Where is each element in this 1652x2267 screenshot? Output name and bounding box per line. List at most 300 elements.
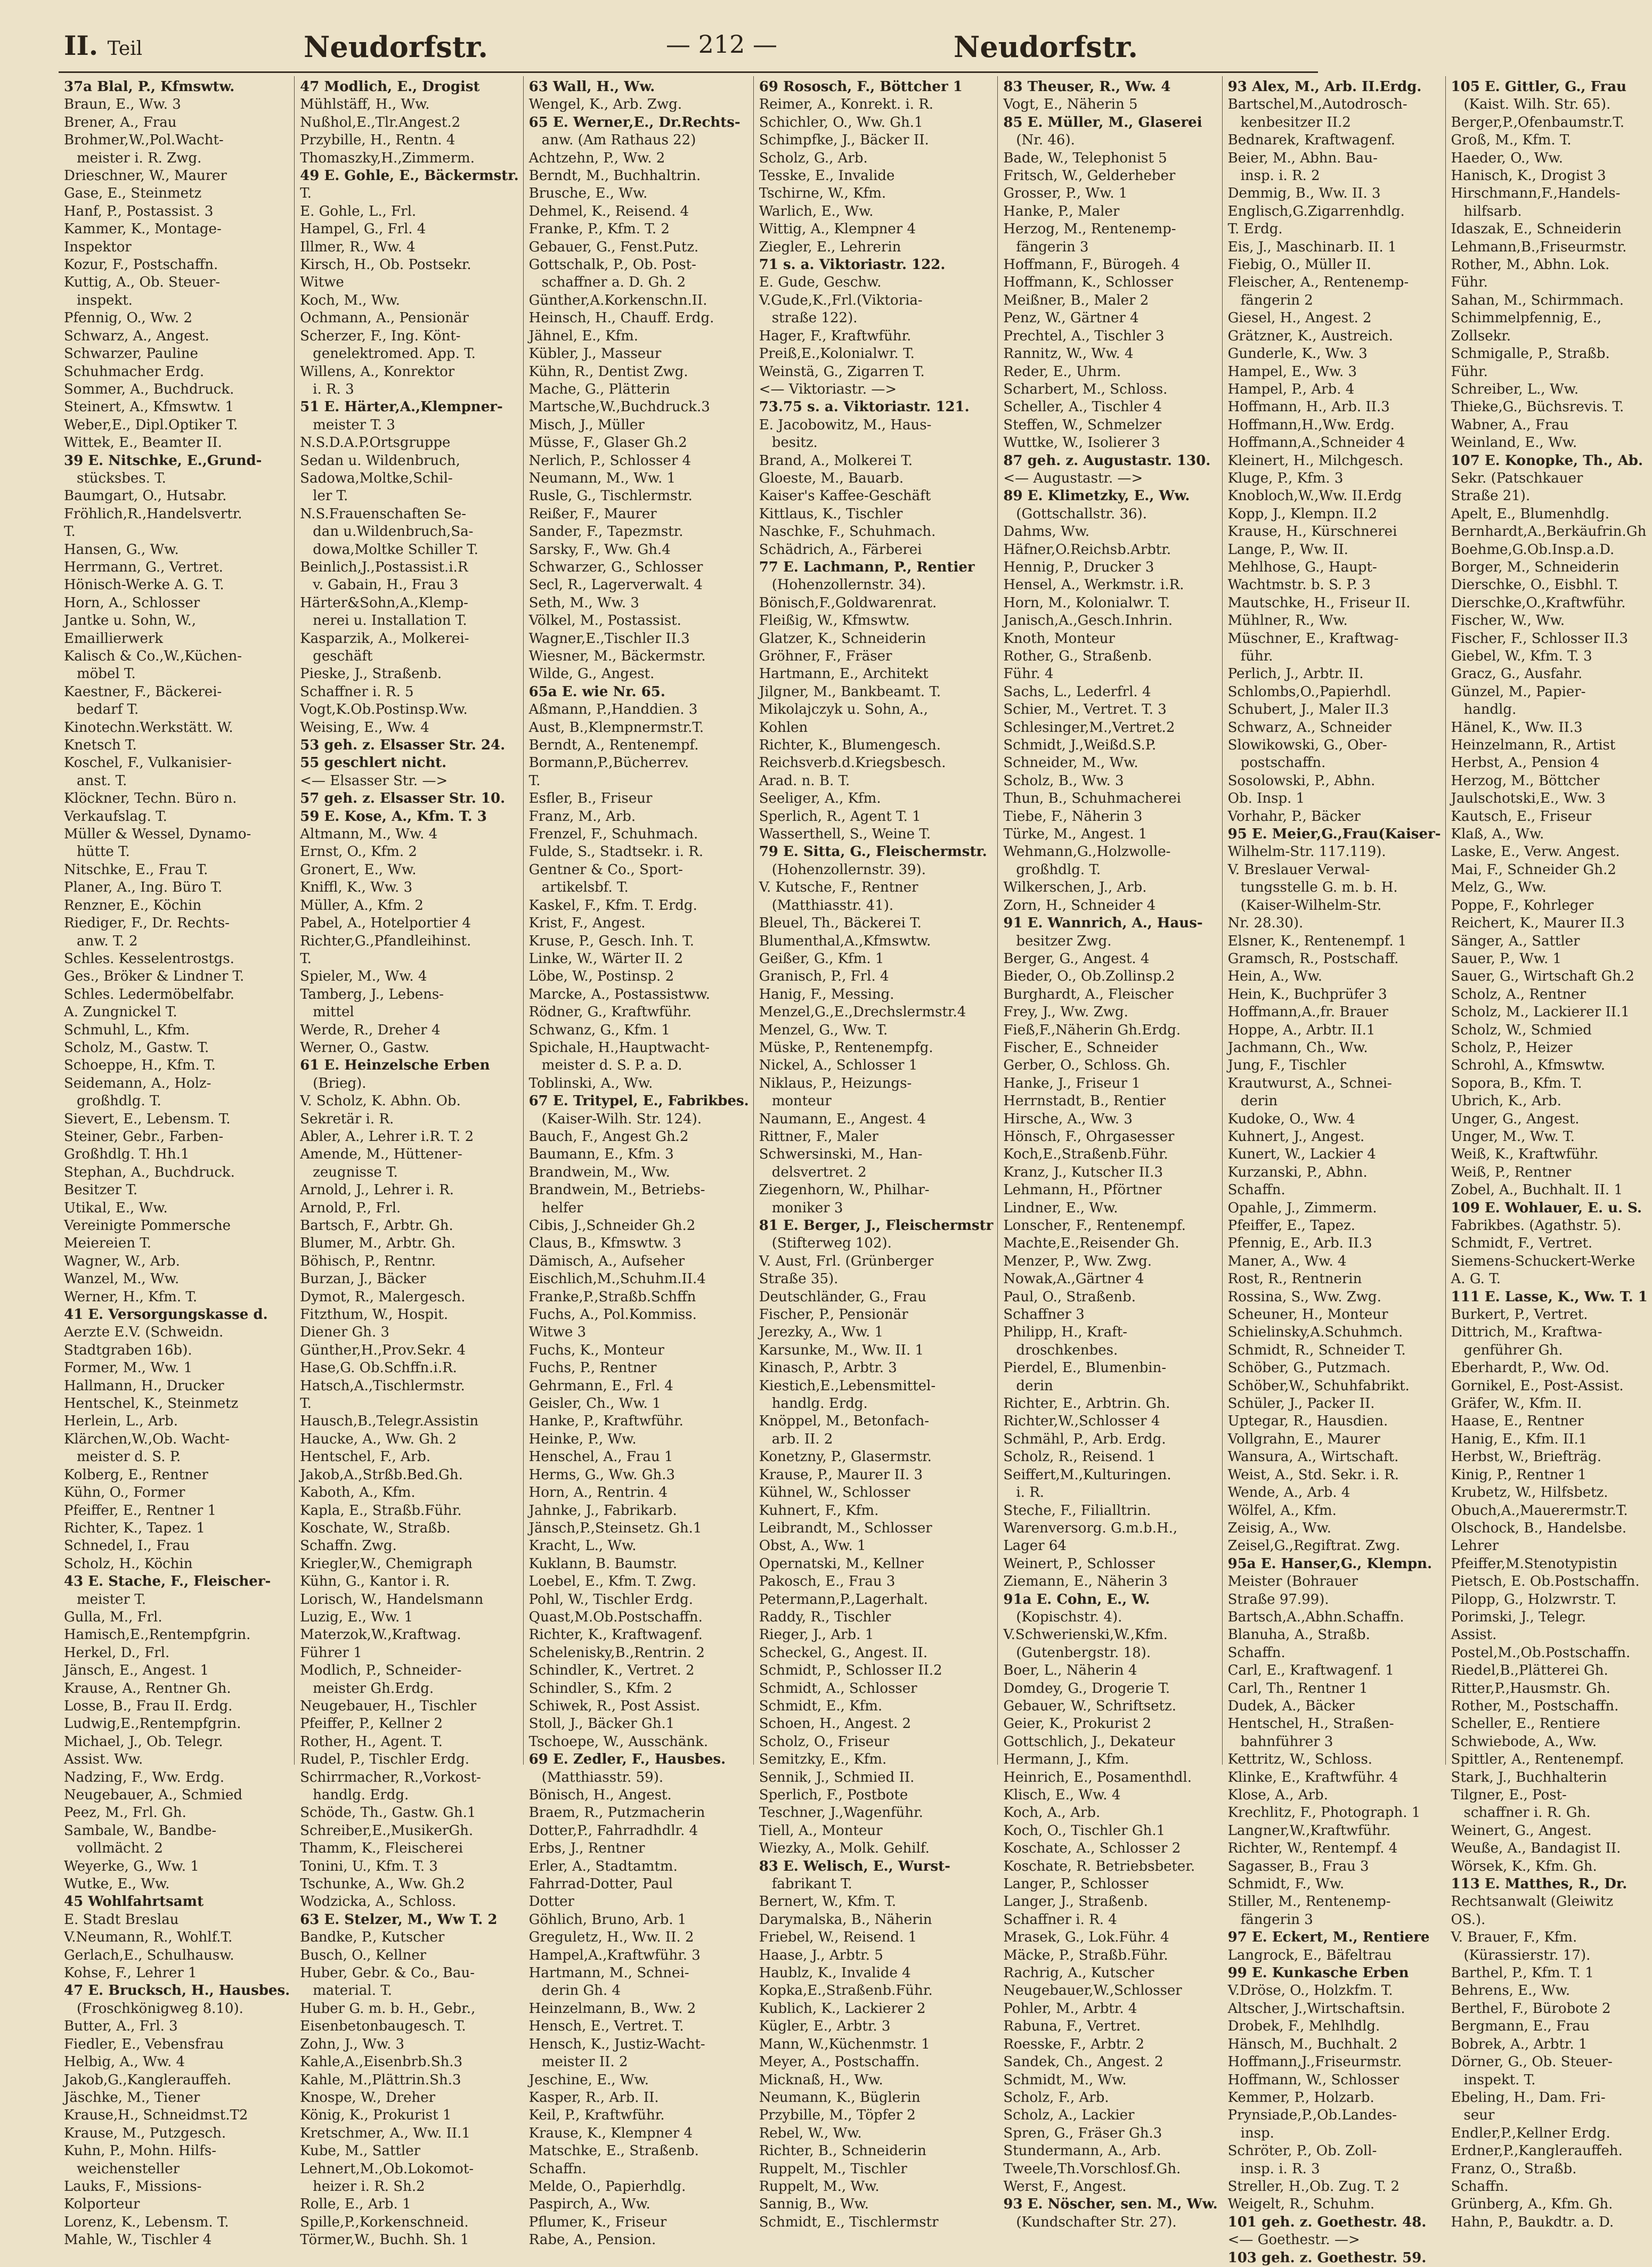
directory-entry: Ochmann, A., Pensionär	[300, 310, 469, 327]
directory-entry: T.	[64, 524, 76, 540]
directory-entry: Sperlich, R., Agent T. 1	[759, 808, 921, 825]
directory-entry: Ruppelt, M., Ww.	[759, 2178, 880, 2195]
directory-entry: Hanke, J., Friseur 1	[1003, 1075, 1141, 1091]
directory-entry: Wagner,E.,Tischler II.3	[528, 630, 690, 647]
directory-entry: Secl, R., Lagerverwalt. 4	[528, 577, 703, 593]
directory-entry: Thun, B., Schuhmacherei	[1003, 790, 1181, 807]
directory-entry: Kurzanski, P., Abhn.	[1227, 1164, 1368, 1180]
directory-entry: heizer i. R. Sh.2	[313, 2178, 425, 2195]
directory-entry: Schaffn.	[528, 2160, 587, 2177]
directory-entry: Paul, O., Straßenb.	[1003, 1289, 1136, 1305]
directory-entry: großhdlg. T.	[1016, 861, 1101, 878]
directory-entry: Hallmann, H., Drucker	[64, 1377, 224, 1394]
directory-entry: Kohlen	[759, 719, 808, 736]
directory-entry: Scholz, M., Gastw. T.	[64, 1039, 209, 1056]
directory-entry: Kunert, W., Lackier 4	[1227, 1146, 1376, 1163]
directory-entry: Krause,H., Schneidmst.T2	[64, 2107, 248, 2124]
directory-entry: Jilgner, M., Bankbeamt. T.	[759, 683, 941, 700]
directory-entry: Sagasser, B., Frau 3	[1227, 1858, 1369, 1874]
directory-entry: meister II. 2	[541, 2054, 628, 2070]
directory-entry: Ritter,P.,Hausmstr. Gh.	[1451, 1680, 1610, 1697]
directory-entry: Philipp, H., Kraft-	[1003, 1324, 1128, 1341]
directory-entry: Marcke, A., Postassistww.	[528, 986, 710, 1002]
directory-entry: geschäft	[313, 648, 373, 664]
directory-entry: derin	[1240, 1093, 1278, 1110]
directory-entry: Stoll, J., Bäcker Gh.1	[528, 1716, 675, 1732]
directory-column	[1222, 76, 1445, 2266]
directory-entry: Sosolowski, P., Abhn.	[1227, 772, 1376, 789]
directory-entry: Steiner, Gebr., Farben-	[64, 1128, 224, 1145]
directory-entry: Abler, A., Lehrer i.R. T. 2	[300, 1128, 474, 1145]
directory-entry: Huber G. m. b. H., Gebr.,	[300, 2000, 476, 2017]
directory-entry: Jänsch, E., Angest. 1	[64, 1662, 209, 1679]
directory-entry: Hoffmann,H.,Ww. Erdg.	[1227, 417, 1395, 433]
directory-entry: Brohmer,W.,Pol.Wacht-	[64, 132, 224, 149]
directory-entry: 69 E. Zedler, F., Hausbes.	[528, 1751, 726, 1768]
directory-entry: Heinzelmann, B., Ww. 2	[528, 2000, 696, 2017]
directory-entry: Spille,P.,Korkenschneid.	[300, 2214, 469, 2230]
directory-entry: Koch, O., Tischler Gh.1	[1003, 1822, 1166, 1839]
directory-entry: Franke, P., Kfm. T. 2	[528, 221, 670, 238]
directory-entry: Mühlstäff, H., Ww.	[300, 96, 430, 113]
directory-entry: Menzel,G.,E.,Drechslermstr.4	[759, 1004, 966, 1021]
directory-entry: Hanke, P., Maler	[1003, 203, 1120, 219]
directory-entry: Lorenz, K., Lebensm. T.	[64, 2214, 229, 2230]
directory-entry: Neumann, M., Ww. 1	[528, 470, 676, 486]
directory-entry: Reichert, K., Maurer II.3	[1451, 915, 1625, 932]
directory-entry: Unger, M., Ww. T.	[1451, 1128, 1575, 1145]
directory-entry: Scholz, G., Arb.	[759, 150, 868, 166]
directory-entry: Schaffn.	[1227, 1182, 1285, 1198]
directory-entry: Klose, A., Arb.	[1227, 1787, 1328, 1803]
directory-entry: Weising, E., Ww. 4	[300, 719, 429, 736]
directory-entry: 55 geschlert nicht.	[300, 755, 447, 771]
directory-entry: Zorn, H., Schneider 4	[1003, 897, 1156, 914]
directory-entry: Führ.	[1451, 274, 1488, 291]
directory-entry: seur	[1463, 2107, 1495, 2124]
directory-entry: Fischer, E., Schneider	[1003, 1039, 1158, 1056]
directory-entry: Koschel, F., Vulkanisier-	[64, 755, 232, 771]
directory-entry: ler T.	[313, 488, 348, 504]
directory-entry: Boehme,G.Ob.Insp.a.D.	[1451, 541, 1615, 558]
directory-entry: Ernst, O., Kfm. 2	[300, 844, 417, 860]
directory-entry: Zollsekr.	[1451, 328, 1511, 344]
directory-entry: Tamberg, J., Lebens-	[300, 986, 444, 1002]
directory-entry: Hager, F., Kraftwführ.	[759, 328, 912, 344]
directory-entry: anst. T.	[77, 772, 127, 789]
directory-entry: Rittner, F., Maler	[759, 1128, 878, 1145]
directory-entry: Reißer, F., Maurer	[528, 505, 657, 522]
directory-entry: Schädrich, A., Färberei	[759, 541, 922, 558]
directory-entry: Kühn, R., Dentist Zwg.	[528, 363, 688, 380]
directory-entry: 41 E. Versorgungskasse d.	[64, 1307, 268, 1323]
directory-entry: Scholz, M., Lackierer II.1	[1451, 1004, 1630, 1021]
directory-entry: Blumer, M., Arbtr. Gh.	[300, 1235, 456, 1252]
directory-entry: Stiller, M., Rentenemp-	[1227, 1894, 1391, 1910]
directory-entry: Hatsch,A.,Tischlermstr.	[300, 1377, 465, 1394]
directory-entry: 93 Alex, M., Arb. II.Erdg.	[1227, 79, 1422, 95]
directory-entry: Scholz, R., Reisend. 1	[1003, 1449, 1156, 1465]
directory-entry: Herzog, M., Böttcher	[1451, 772, 1600, 789]
directory-entry: Reimer, A., Konrekt. i. R.	[759, 96, 934, 113]
directory-entry: Linke, W., Wärter II. 2	[528, 950, 683, 967]
directory-entry: Schmidt, J.,Weißd.S.P.	[1003, 737, 1157, 754]
directory-entry: Fulde, S., Stadtsekr. i. R.	[528, 844, 704, 860]
directory-entry: Sänger, A., Sattler	[1451, 933, 1580, 949]
directory-entry: Berndt, M., Buchhaltrin.	[528, 168, 701, 184]
directory-entry: Schaffner i. R. 5	[300, 683, 414, 700]
directory-entry: Fleißig, W., Kfmswtw.	[759, 613, 910, 629]
directory-entry: Streller, H.,Ob. Zug. T. 2	[1227, 2178, 1400, 2195]
directory-entry: Mann, W.,Küchenmstr. 1	[759, 2036, 930, 2052]
directory-entry: Schubert, J., Maler II.3	[1227, 702, 1389, 718]
directory-entry: Jähnel, E., Kfm.	[528, 328, 639, 344]
directory-entry: stücksbes. T.	[77, 470, 166, 486]
directory-entry: Kemmer, P., Holzarb.	[1227, 2089, 1374, 2106]
directory-entry: <— Goethestr. —>	[1227, 2232, 1360, 2248]
directory-entry: Mühlner, R., Ww.	[1227, 613, 1348, 629]
directory-entry: Wanzel, M., Ww.	[64, 1271, 180, 1287]
directory-entry: insp. i. R. 3	[1240, 2160, 1320, 2177]
directory-entry: Hampel, P., Arb. 4	[1227, 381, 1355, 397]
directory-entry: Bobrek, A., Arbtr. 1	[1451, 2036, 1588, 2052]
directory-entry: Bandke, P., Kutscher	[300, 1929, 445, 1946]
directory-entry: Nickel, A., Schlosser 1	[759, 1057, 918, 1074]
directory-entry: Schimmelpfennig, E.,	[1451, 310, 1602, 327]
directory-entry: Poppe, F., Kohrleger	[1451, 897, 1594, 914]
directory-entry: Ob. Insp. 1	[1227, 790, 1305, 807]
directory-entry: 71 s. a. Viktoriastr. 122.	[759, 257, 946, 273]
directory-entry: Kammer, K., Montage-	[64, 221, 222, 238]
directory-entry: Amende, M., Hüttener-	[300, 1146, 462, 1163]
directory-entry: Spieler, M., Ww. 4	[300, 968, 427, 985]
directory-entry: Menzer, P., Ww. Zwg.	[1003, 1253, 1152, 1269]
directory-entry: Wasserthell, S., Weine T.	[759, 826, 931, 843]
directory-entry: Fuchs, A., Pol.Kommiss.	[528, 1307, 697, 1323]
directory-entry: Materzok,W.,Kraftwag.	[300, 1627, 461, 1643]
directory-entry: (Hohenzollernstr. 39).	[771, 861, 926, 878]
directory-entry: Bönisch, H., Angest.	[528, 1787, 672, 1803]
directory-entry: Pietsch, E. Ob.Postschaffn.	[1451, 1573, 1640, 1590]
directory-entry: Müller & Wessel, Dynamo-	[64, 826, 251, 843]
directory-entry: Straße 21).	[1451, 488, 1531, 504]
directory-entry: Luzig, E., Ww. 1	[300, 1609, 413, 1625]
listing-columns	[59, 76, 1648, 2266]
directory-entry: Grätzner, K., Austreich.	[1227, 328, 1393, 344]
directory-entry: Gase, E., Steinmetz	[64, 185, 202, 202]
directory-entry: Blumenthal,A.,Kfmswtw.	[759, 933, 931, 949]
directory-entry: Witwe	[300, 274, 344, 291]
directory-entry: Loebel, E., Kfm. T. Zwg.	[528, 1573, 697, 1590]
directory-entry: Gröhner, F., Fräser	[759, 648, 892, 664]
directory-entry: Hänsch, M., Buchhalt. 2	[1227, 2036, 1398, 2052]
directory-entry: Dämisch, A., Aufseher	[528, 1253, 685, 1269]
directory-entry: Konetzny, P., Glasermstr.	[759, 1449, 932, 1465]
directory-entry: Müske, P., Rentenempfg.	[759, 1039, 933, 1056]
directory-entry: Przybille, M., Töpfer 2	[759, 2107, 916, 2124]
directory-entry: Perlich, J., Arbtr. II.	[1227, 666, 1364, 682]
directory-entry: Kranz, J., Kutscher II.3	[1003, 1164, 1163, 1180]
directory-entry: Weber,E., Dipl.Optiker T.	[64, 417, 238, 433]
directory-entry: Tiell, A., Monteur	[759, 1822, 883, 1839]
directory-entry: Knöppel, M., Betonfach-	[759, 1413, 930, 1430]
directory-entry: Gornikel, E., Post-Assist.	[1451, 1377, 1624, 1394]
directory-entry: Behrens, E., Ww.	[1451, 1983, 1570, 1999]
directory-entry: Völkel, M., Postassist.	[528, 613, 681, 629]
page-header	[59, 23, 1318, 73]
directory-entry: Weinstä, G., Zigarren T.	[759, 363, 925, 380]
directory-entry: Thomaszky,H.,Zimmerm.	[300, 150, 475, 166]
directory-entry: Illmer, R., Ww. 4	[300, 239, 416, 255]
directory-entry: Baumgart, O., Hutsabr.	[64, 488, 227, 504]
directory-entry: Schröter, P., Ob. Zoll-	[1227, 2143, 1377, 2159]
directory-entry: Rother, M., Abhn. Lok.	[1451, 257, 1610, 273]
directory-entry: Wende, A., Arb. 4	[1227, 1485, 1350, 1501]
directory-entry: Riedel,B.,Plätterei Gh.	[1451, 1662, 1608, 1679]
directory-entry: Dahms, Ww.	[1003, 524, 1090, 540]
directory-entry: 113 E. Matthes, R., Dr.	[1451, 1876, 1627, 1893]
directory-entry: Menzel, G., Ww. T.	[759, 1022, 888, 1038]
directory-entry: Lorisch, W., Handelsmann	[300, 1591, 484, 1608]
directory-entry: Scheller, E., Rentiere	[1451, 1716, 1600, 1732]
directory-entry: Schindler, K., Vertret. 2	[528, 1662, 695, 1679]
directory-entry: Fieß,F.,Näherin Gh.Erdg.	[1003, 1022, 1181, 1038]
directory-entry: 99 E. Kunkasche Erben	[1227, 1965, 1409, 1981]
directory-entry: Lager 64	[1003, 1538, 1067, 1554]
directory-entry: Zeisel,G.,Regiftrat. Zwg.	[1227, 1538, 1401, 1554]
directory-entry: Bartsch,A.,Abhn.Schaffn.	[1227, 1609, 1404, 1625]
directory-entry: insp.	[1240, 2125, 1274, 2141]
directory-entry: Vogt,K.Ob.Postinsp.Ww.	[300, 702, 468, 718]
directory-entry: helfer	[541, 1200, 583, 1216]
directory-entry: Sander, F., Tapezmstr.	[528, 524, 683, 540]
directory-entry: Schindler, S., Kfm. 2	[528, 1680, 672, 1697]
directory-entry: Rudel, P., Tischler Erdg.	[300, 1751, 470, 1768]
directory-entry: Schmidt, F., Vertret.	[1451, 1235, 1593, 1252]
directory-entry: Schmidt, F., Ww.	[1227, 1876, 1345, 1893]
directory-entry: Richter, K., Tapez. 1	[64, 1520, 205, 1536]
directory-entry: Grosser, P., Ww. 1	[1003, 185, 1128, 202]
directory-entry: Gunderle, K., Ww. 3	[1227, 346, 1368, 362]
directory-entry: Schwersinski, M., Han-	[759, 1146, 923, 1163]
directory-entry: Nerlich, P., Schlosser 4	[528, 452, 691, 469]
directory-entry: 109 E. Wohlauer, E. u. S.	[1451, 1200, 1642, 1216]
directory-entry: Lindner, E., Ww.	[1003, 1200, 1118, 1216]
directory-entry: Rabuna, F., Vertret.	[1003, 2018, 1141, 2035]
directory-entry: Aerzte E.V. (Schweidn.	[64, 1324, 224, 1341]
directory-entry: Heinsch, H., Chauff. Erdg.	[528, 310, 714, 327]
directory-entry: Kube, M., Sattler	[300, 2143, 421, 2159]
directory-entry: 73.75 s. a. Viktoriastr. 121.	[759, 399, 970, 415]
directory-entry: 97 E. Eckert, M., Rentiere	[1227, 1929, 1430, 1946]
directory-entry: Spittler, A., Rentenempf.	[1451, 1751, 1624, 1768]
directory-entry: Kübler, J., Masseur	[528, 346, 662, 362]
directory-entry: Meyer, A., Postschaffn.	[759, 2054, 919, 2070]
directory-entry: Mäcke, P., Straßb.Führ.	[1003, 1947, 1168, 1963]
directory-entry: Richter,W.,Schlosser 4	[1003, 1413, 1160, 1430]
directory-entry: Toblinski, A., Ww.	[528, 1075, 653, 1091]
directory-entry: Schreiber,E.,MusikerGh.	[300, 1822, 474, 1839]
directory-entry: 45 Wohlfahrtsamt	[64, 1894, 204, 1910]
directory-entry: N.S.D.A.P.Ortsgruppe	[300, 435, 451, 451]
directory-entry: Fitzthum, W., Hospit.	[300, 1307, 449, 1323]
directory-entry: Schlesinger,M.,Vertret.2	[1003, 719, 1175, 736]
directory-entry: T.	[528, 772, 541, 789]
directory-entry: Hoffmann, W., Schlosser	[1227, 2072, 1399, 2088]
directory-entry: Langer, J., Straßenb.	[1003, 1894, 1148, 1910]
directory-entry: Krause, H., Kürschnerei	[1227, 524, 1397, 540]
directory-entry: Beinlich,J.,Postassist.i.R	[300, 559, 468, 575]
directory-entry: Erler, A., Stadtamtm.	[528, 1858, 678, 1874]
directory-entry: mittel	[313, 1004, 354, 1021]
directory-entry: Bergmann, E., Frau	[1451, 2018, 1590, 2035]
directory-entry: Schaffner 3	[1003, 1307, 1085, 1323]
directory-entry: Rolle, E., Arb. 1	[300, 2196, 411, 2213]
directory-entry: hütte T.	[77, 844, 130, 860]
directory-entry: Schlombs,O.,Papierhdl.	[1227, 683, 1391, 700]
directory-entry: Nr. 28.30).	[1227, 915, 1304, 932]
directory-entry: 95 E. Meier,G.,Frau(Kaiser-	[1227, 826, 1441, 843]
directory-entry: Krause, M., Putzgesch.	[64, 2125, 226, 2141]
directory-entry: 79 E. Sitta, G., Fleischermstr.	[759, 844, 987, 860]
directory-entry: führ.	[1240, 648, 1273, 664]
directory-entry: Lauks, F., Missions-	[64, 2178, 202, 2195]
directory-entry: Kaboth, A., Kfm.	[300, 1485, 416, 1501]
directory-entry: Porimski, J., Telegr.	[1451, 1609, 1586, 1625]
directory-entry: Hausch,B.,Telegr.Assistin	[300, 1413, 479, 1430]
directory-entry: postschaffn.	[1240, 755, 1326, 771]
directory-entry: Weigelt, R., Schuhm.	[1227, 2196, 1375, 2213]
directory-entry: E. Stadt Breslau	[64, 1911, 179, 1928]
directory-entry: Obuch,A.,Mauerermstr.T.	[1451, 1502, 1628, 1519]
directory-entry: Jachmann, Ch., Ww.	[1227, 1039, 1368, 1056]
directory-entry: Former, M., Ww. 1	[64, 1360, 193, 1376]
directory-entry: Günther,A.Korkenschn.II.	[528, 292, 707, 308]
directory-entry: V. Kutsche, F., Rentner	[759, 879, 918, 896]
directory-entry: Krause, A., Rentner Gh.	[64, 1680, 231, 1697]
directory-entry: 65a E. wie Nr. 65.	[528, 683, 665, 700]
directory-entry: Riediger, F., Dr. Rechts-	[64, 915, 230, 932]
directory-entry: Kruse, P., Gesch. Inh. T.	[528, 933, 694, 949]
directory-entry: Schmidt, P., Schlosser II.2	[759, 1662, 942, 1679]
directory-entry: Schrohl, A., Kfmswtw.	[1451, 1057, 1606, 1074]
directory-entry: Koschate, W., Straßb.	[300, 1520, 451, 1536]
directory-entry: Ruppelt, M., Tischler	[759, 2160, 907, 2177]
directory-entry: meister T.	[77, 1591, 147, 1608]
directory-entry: Greguletz, H., Ww. II. 2	[528, 1929, 694, 1946]
directory-entry: Fischer, W., Ww.	[1451, 613, 1565, 629]
directory-entry: Carl, E., Kraftwagenf. 1	[1227, 1662, 1394, 1679]
directory-entry: Tiebe, F., Näherin 3	[1003, 808, 1143, 825]
directory-entry: 91a E. Cohn, E., W.	[1003, 1591, 1150, 1608]
directory-entry: Wodzicka, A., Schloss.	[300, 1894, 457, 1910]
directory-entry: Scholz, H., Köchin	[64, 1555, 193, 1572]
directory-entry: V. Aust, Frl. (Grünberger	[759, 1253, 934, 1269]
directory-entry: Scholz, P., Heizer	[1451, 1039, 1573, 1056]
directory-entry: Gebauer, G., Fenst.Putz.	[528, 239, 699, 255]
directory-entry: Schöber,W., Schuhfabrikt.	[1227, 1377, 1410, 1394]
directory-entry: Kinotechn.Werkstätt. W.	[64, 719, 233, 736]
directory-entry: Kirsch, H., Ob. Postsekr.	[300, 257, 471, 273]
directory-entry: Steche, F., Filialltrin.	[1003, 1502, 1151, 1519]
directory-entry: Kaskel, F., Kfm. T. Erdg.	[528, 897, 697, 914]
street-heading-right: Neudorfstr.	[954, 30, 1138, 64]
directory-entry: Haublz, K., Invalide 4	[759, 1965, 911, 1981]
directory-entry: 83 Theuser, R., Ww. 4	[1003, 79, 1171, 95]
directory-entry: Vorhahr, P., Bäcker	[1227, 808, 1361, 825]
directory-entry: Müller, A., Kfm. 2	[300, 897, 424, 914]
directory-entry: Nadzing, F., Ww. Erdg.	[64, 1769, 224, 1785]
directory-entry: Fritsch, W., Gelderheber	[1003, 168, 1176, 184]
directory-entry: Hahn, P., Baukdtr. a. D.	[1451, 2214, 1614, 2230]
directory-entry: Hermann, J., Kfm.	[1003, 1751, 1129, 1768]
directory-entry: Fischer, F., Schlosser II.3	[1451, 630, 1628, 647]
directory-entry: arb. II. 2	[771, 1431, 833, 1447]
directory-entry: Postel,M.,Ob.Postschaffn.	[1451, 1644, 1631, 1661]
directory-entry: (Kaist. Wilh. Str. 65).	[1463, 96, 1611, 113]
directory-entry: Kiestich,E.,Lebensmittel-	[759, 1377, 936, 1394]
directory-entry: 81 E. Berger, J., Fleischermstr	[759, 1218, 994, 1234]
directory-entry: Kinasch, P., Arbtr. 3	[759, 1360, 897, 1376]
directory-entry: Rother, M., Postschaffn.	[1451, 1698, 1619, 1714]
directory-entry: Scholz, A., Lackier	[1003, 2107, 1135, 2124]
directory-entry: Härter&Sohn,A.,Klemp-	[300, 594, 468, 611]
directory-entry: Borger, M., Schneiderin	[1451, 559, 1620, 575]
directory-entry: Ebeling, H., Dam. Fri-	[1451, 2089, 1606, 2106]
directory-entry: Spren, G., Fräser Gh.3	[1003, 2125, 1162, 2141]
directory-entry: bedarf T.	[77, 702, 139, 718]
directory-entry: Rother, G., Straßenb.	[1003, 648, 1152, 664]
directory-entry: Pfeiffer, E., Rentner 1	[64, 1502, 217, 1519]
directory-entry: Warenversorg. G.m.b.H.,	[1003, 1520, 1178, 1536]
directory-entry: Neugebauer, H., Tischler	[300, 1698, 477, 1714]
directory-entry: Achtzehn, P., Ww. 2	[528, 150, 665, 166]
directory-entry: Schaffn.	[1451, 2178, 1509, 2195]
directory-entry: Opahle, J., Zimmerm.	[1227, 1200, 1377, 1216]
directory-entry: Dudek, A., Bäcker	[1227, 1698, 1355, 1714]
directory-entry: Gottschlich, J., Dekateur	[1003, 1733, 1175, 1750]
directory-entry: Blanuha, A., Straßb.	[1227, 1627, 1370, 1643]
directory-entry: Mautschke, H., Friseur II.	[1227, 594, 1411, 611]
directory-entry: 85 E. Müller, M., Glaserei	[1003, 114, 1202, 131]
directory-entry: Horn, M., Kolonialwr. T.	[1003, 594, 1170, 611]
directory-entry: Sarsky, F., Ww. Gh.4	[528, 541, 671, 558]
directory-entry: Hirsche, A., Ww. 3	[1003, 1111, 1133, 1127]
directory-entry: Gracz, G., Ausfahr.	[1451, 666, 1583, 682]
directory-entry: Richter, K., Kraftwagenf.	[528, 1627, 703, 1643]
directory-entry: Hoppe, A., Arbtr. II.1	[1227, 1022, 1376, 1038]
directory-entry: genelektromed. App. T.	[313, 346, 476, 362]
directory-entry: Englisch,G.Zigarrenhdlg.	[1227, 203, 1405, 219]
directory-entry: 39 E. Nitschke, E.,Grund-	[64, 452, 262, 469]
directory-entry: N.S.Frauenschaften Se-	[300, 505, 467, 522]
directory-entry: Hönisch-Werke A. G. T.	[64, 577, 224, 593]
directory-entry: Fuchs, K., Monteur	[528, 1342, 664, 1358]
directory-entry: Steinert, A., Kfmswtw. 1	[64, 399, 234, 415]
directory-entry: Henschel, A., Frau 1	[528, 1449, 673, 1465]
directory-entry: Grünberg, A., Kfm. Gh.	[1451, 2196, 1613, 2213]
directory-entry: handlg. Erdg.	[771, 1396, 868, 1412]
directory-entry: Scholz, W., Schmied	[1451, 1022, 1592, 1038]
directory-entry: Sauer, G., Wirtschaft Gh.2	[1451, 968, 1634, 985]
directory-entry: (Gutenbergstr. 18).	[1016, 1644, 1151, 1661]
directory-entry: Hentschel, K., Steinmetz	[64, 1396, 239, 1412]
directory-entry: 61 E. Heinzelsche Erben	[300, 1057, 490, 1074]
directory-entry: V.Neumann, R., Wohlf.T.	[64, 1929, 233, 1946]
directory-entry: Eisenbetonbaugesch. T.	[300, 2018, 466, 2035]
directory-entry: (Nr. 46).	[1016, 132, 1075, 149]
directory-entry: Schielinsky,A.Schuhmch.	[1227, 1324, 1403, 1341]
